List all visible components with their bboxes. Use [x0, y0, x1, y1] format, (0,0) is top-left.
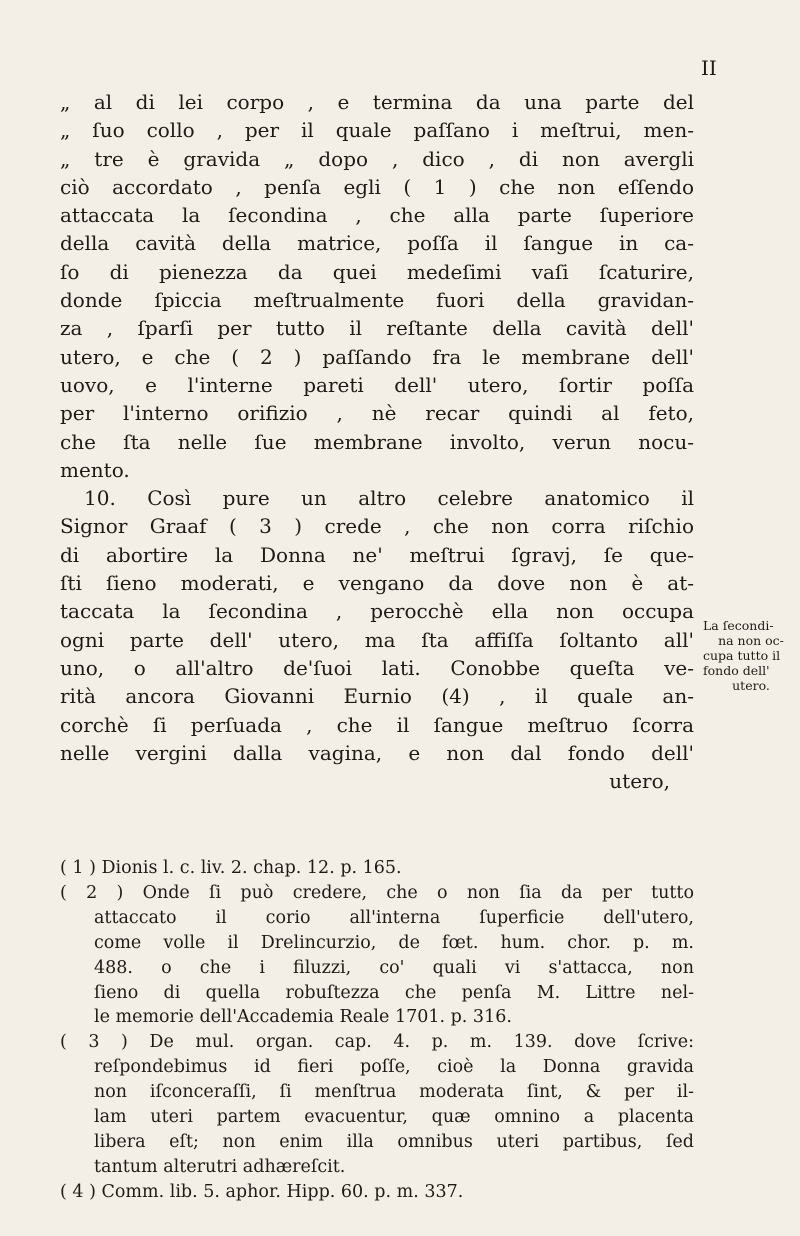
footnotes	[60, 856, 694, 1205]
text-line: rità ancora Giovanni Eurnio (4) , il quale an-	[60, 684, 694, 709]
footnote-4: ( 4 ) Comm. lib. 5. aphor. Hipp. 60. p. m. 337.	[60, 1181, 464, 1202]
footnote-line: come volle il Drelincurzio, de fœt. hum. chor. p. m.	[94, 932, 694, 953]
text-line: ogni parte dell' utero, ma ſta affiſſa ſoltanto all'	[60, 627, 694, 652]
text-line: per l'interno orifizio , nè recar quindi al feto,	[60, 401, 694, 426]
text-line: di abortire la Donna ne' meſtrui ſgravj, ſe que-	[60, 542, 694, 567]
text-line: della cavità della matrice, poſſa il ſangue in ca-	[60, 231, 694, 256]
paragraph-start: 10. Così pure un altro celebre anatomico il	[84, 486, 694, 511]
catchword: utero,	[609, 769, 670, 794]
footnote-line: attaccato il corio all'interna ſuperficie dell'utero,	[94, 907, 694, 928]
text-line: ſti ſieno moderati, e vengano da dove non è at-	[60, 571, 694, 596]
text-line: za , ſparſi per tutto il reſtante della cavità dell'	[60, 316, 694, 341]
footnote-line: reſpondebimus id fieri poſſe, cioè la Donna gravida	[94, 1057, 694, 1078]
footnote-line: lam uteri partem evacuentur, quæ omnino a placenta	[94, 1107, 694, 1128]
text-line: „ ſuo collo , per il quale paſſano i meſtrui, men-	[60, 118, 694, 143]
footnote-line: non iſconceraſſi, ſi menſtrua moderata ſint, & per il-	[94, 1082, 694, 1103]
text-line: che ſta nelle ſue membrane involto, verun nocu-	[60, 429, 694, 454]
footnote-1: ( 1 ) Dionis l. c. liv. 2. chap. 12. p. 165.	[60, 858, 402, 878]
text-line: attaccata la ſecondina , che alla parte ſuperiore	[60, 203, 694, 228]
margin-note-line: La ſecondi-	[703, 618, 774, 633]
margin-note-line: utero.	[732, 678, 770, 693]
footnote-line: ſieno di quella robuſtezza che penſa M. Littre nel-	[94, 982, 694, 1003]
margin-note-line: na non oc-	[718, 633, 784, 648]
footnote-line: libera eſt; non enim illa omnibus uteri partibus, ſed	[94, 1131, 694, 1152]
text-line: donde ſpiccia meſtrualmente fuori della gravidan-	[60, 288, 694, 313]
text-line: taccata la ſecondina , perocchè ella non occupa	[60, 599, 694, 624]
text-line: ſo di pienezza da quei medeſimi vaſi ſcaturire,	[60, 259, 694, 284]
text-line: utero, e che ( 2 ) paſſando fra le membrane dell'	[60, 344, 694, 369]
footnote-2: ( 2 ) Onde ſi può credere, che o non ſia da per tutto	[60, 882, 694, 903]
text-line: uovo, e l'interne pareti dell' utero, ſortir poſſa	[60, 372, 694, 397]
text-line: nelle vergini dalla vagina, e non dal fondo dell'	[60, 740, 694, 765]
page-number: II	[701, 56, 717, 80]
text-line: ciò accordato , penſa egli ( 1 ) che non eſſendo	[60, 174, 694, 199]
text-line: corchè ſi perſuada , che il ſangue meſtruo ſcorra	[60, 712, 694, 737]
margin-note-line: cupa tutto il	[703, 648, 781, 663]
footnote-line: 488. o che i filuzzi, co' quali vi s'attacca, non	[94, 957, 694, 978]
footnote-line: le memorie dell'Accademia Reale 1701. p. 316.	[94, 1007, 512, 1028]
margin-note-line: fondo dell'	[703, 663, 770, 678]
footnote-line: tantum alterutri adhæreſcit.	[94, 1156, 346, 1177]
text-line: Signor Graaf ( 3 ) crede , che non corra riſchio	[60, 514, 694, 539]
text-line: mento.	[60, 457, 130, 482]
text-line: uno, o all'altro de'ſuoi lati. Conobbe queſta ve-	[60, 655, 694, 680]
main-text	[60, 88, 694, 795]
text-line: „ tre è gravida „ dopo , dico , di non avergli	[60, 146, 694, 171]
footnote-3: ( 3 ) De mul. organ. cap. 4. p. m. 139. dove ſcrive:	[60, 1032, 694, 1053]
margin-note	[703, 618, 799, 693]
text-line: „ al di lei corpo , e termina da una parte del	[60, 90, 694, 114]
